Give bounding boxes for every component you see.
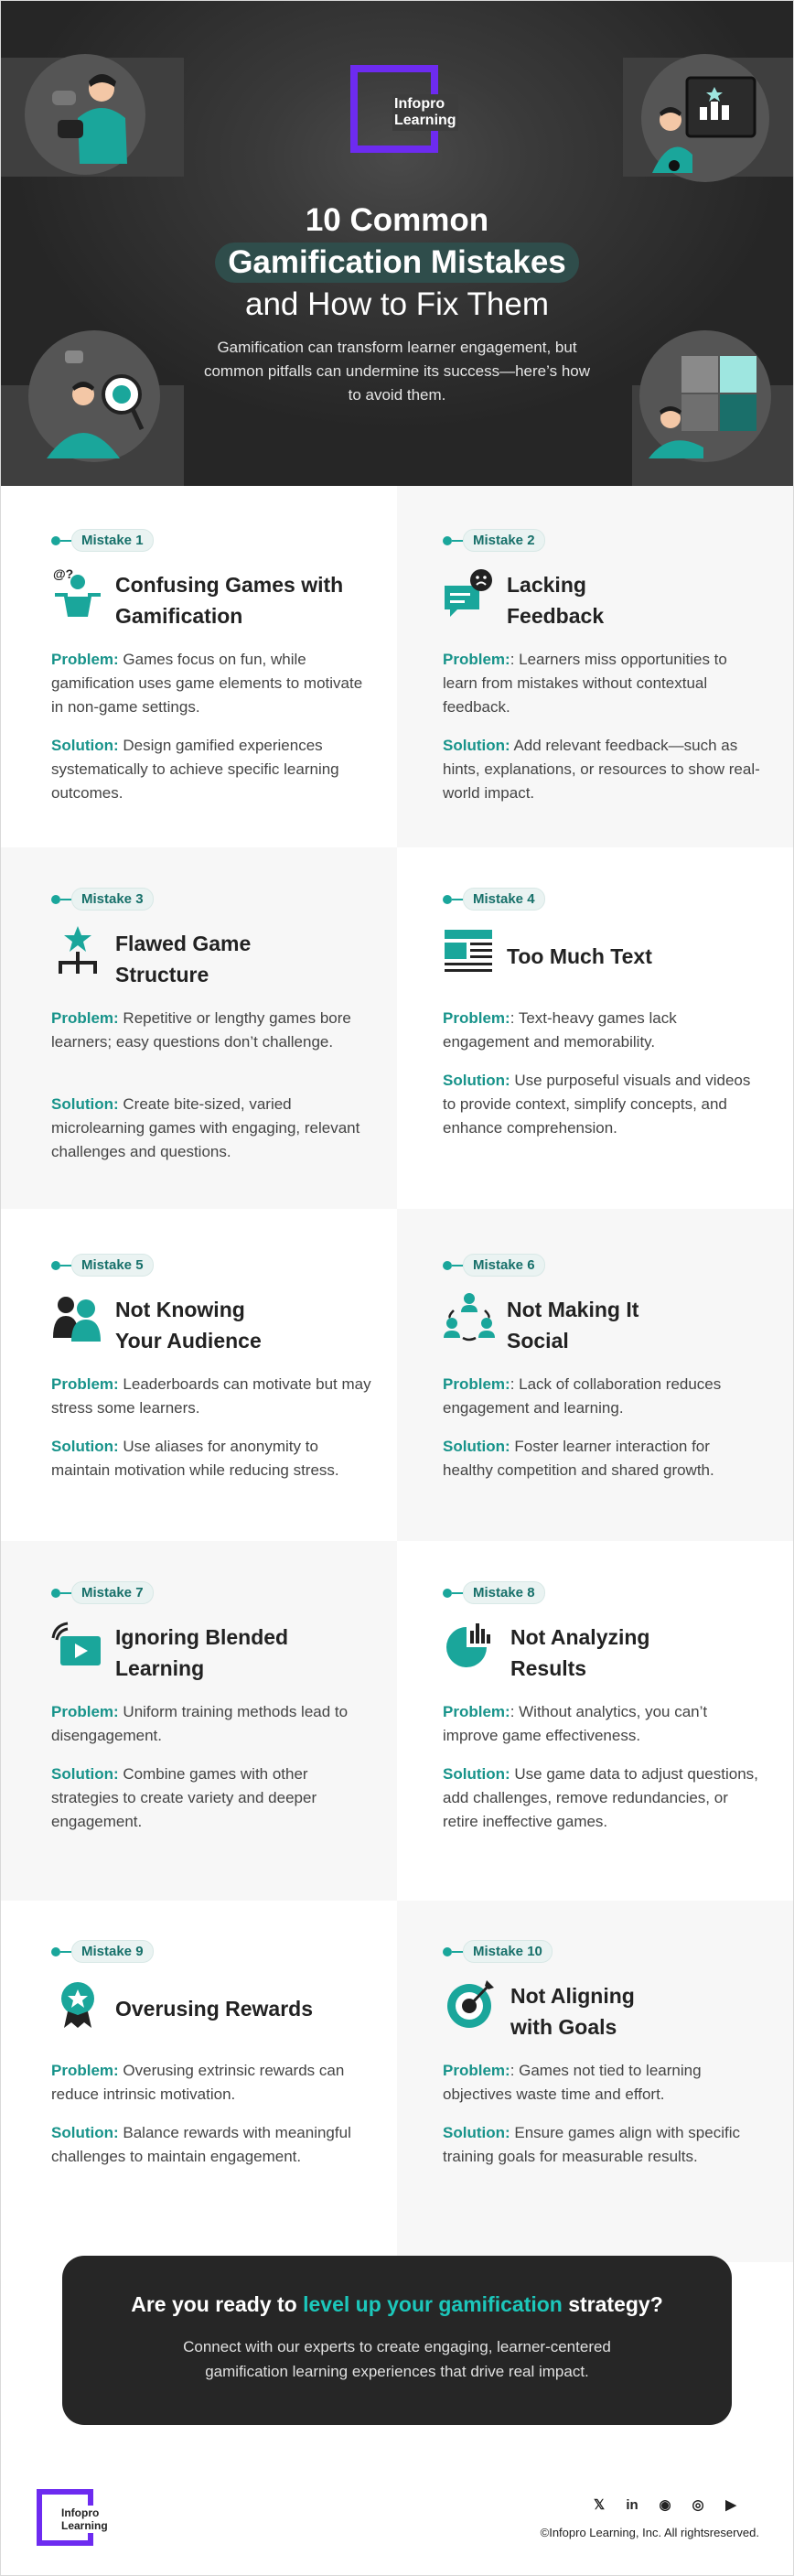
solution-text bbox=[443, 1435, 763, 1482]
problem-label: Problem: bbox=[51, 1375, 119, 1393]
solution-label: Solution: bbox=[443, 1438, 510, 1455]
mistake-title: Ignoring Blended Learning bbox=[115, 1625, 289, 1680]
problem-body: : Without analytics, you can’t improve game effectiveness. bbox=[443, 1703, 708, 1744]
cta-heading bbox=[62, 2292, 732, 2317]
instagram-icon[interactable]: ◎ bbox=[692, 2497, 704, 2513]
solution-body: Use game data to adjust questions, add challenges, remove redundancies, or retire ineffective games. bbox=[443, 1765, 758, 1830]
sad-feedback-icon bbox=[443, 566, 496, 619]
mistake-card-8 bbox=[443, 1581, 772, 1874]
solution-body: Design gamified experiences systematically to achieve specific learning outcomes. bbox=[51, 737, 339, 802]
solution-label: Solution: bbox=[443, 1765, 510, 1783]
mistake-tag-label: Mistake 7 bbox=[71, 1581, 154, 1604]
mistake-card-2 bbox=[443, 529, 772, 822]
hero-title-line3: and How to Fix Them bbox=[245, 286, 549, 322]
cta-heading-highlight: level up your gamification bbox=[303, 2292, 563, 2316]
brand-name-line1: Infopro bbox=[394, 96, 445, 112]
solution-label: Solution: bbox=[443, 737, 510, 754]
problem-label: Problem: bbox=[51, 651, 119, 668]
hero-banner bbox=[1, 1, 793, 486]
mistake-title: Not Knowing Your Audience bbox=[115, 1298, 262, 1353]
solution-body: Foster learner interaction for healthy competition and shared growth. bbox=[443, 1438, 714, 1479]
problem-body: Games focus on fun, while gamification uses game elements to motivate in non-game settings. bbox=[51, 651, 363, 716]
problem-body: Uniform training methods lead to disengagement. bbox=[51, 1703, 349, 1744]
problem-body: : Lack of collaboration reduces engagement and learning. bbox=[443, 1375, 722, 1417]
problem-text bbox=[51, 1700, 371, 1748]
solution-body: Use purposeful visuals and videos to provide context, simplify concepts, and enhance comprehension. bbox=[443, 1072, 751, 1137]
blended-learning-icon bbox=[51, 1618, 104, 1671]
problem-label: Problem: bbox=[443, 1375, 510, 1393]
mistake-card-7 bbox=[51, 1581, 381, 1874]
mistake-tag-label: Mistake 1 bbox=[71, 529, 154, 552]
footer-brand-line2: Learning bbox=[61, 2519, 108, 2532]
problem-body: : Text-heavy games lack engagement and memorability. bbox=[443, 1009, 677, 1051]
magnifier-illustration bbox=[28, 330, 160, 462]
problem-body: Repetitive or lengthy games bore learners; easy questions don’t challenge. bbox=[51, 1009, 351, 1051]
target-goal-icon bbox=[443, 1977, 496, 2030]
problem-body: Overusing extrinsic rewards can reduce intrinsic motivation. bbox=[51, 2062, 345, 2103]
problem-label: Problem: bbox=[51, 1703, 119, 1720]
text-document-icon bbox=[443, 924, 496, 977]
svg-text:@?: @? bbox=[53, 566, 74, 581]
audience-people-icon bbox=[51, 1290, 104, 1343]
hero-title-line2: Gamification Mistakes bbox=[215, 243, 579, 283]
mistake-tag bbox=[51, 888, 154, 911]
linkedin-icon[interactable]: in bbox=[626, 2497, 638, 2513]
solution-label: Solution: bbox=[51, 2124, 119, 2141]
mistake-tag-label: Mistake 9 bbox=[71, 1940, 154, 1963]
mistake-tag-label: Mistake 5 bbox=[71, 1254, 154, 1277]
solution-body: Use aliases for anonymity to maintain motivation while reducing stress. bbox=[51, 1438, 339, 1479]
mistake-card-4 bbox=[443, 888, 772, 1180]
youtube-icon[interactable]: ▶ bbox=[725, 2497, 736, 2513]
cta-text: Connect with our experts to create engaging, learner-centered gamification learning experiences that drive real impact. bbox=[183, 2338, 611, 2380]
cta-heading-post: strategy? bbox=[562, 2292, 663, 2316]
solution-text bbox=[51, 1762, 371, 1834]
mistake-title: Not Analyzing Results bbox=[510, 1625, 650, 1680]
reward-medal-icon bbox=[51, 1977, 104, 2030]
problem-label: Problem: bbox=[443, 2062, 510, 2079]
confused-person-icon bbox=[51, 566, 104, 619]
solution-label: Solution: bbox=[51, 1765, 119, 1783]
mistake-title: Confusing Games with Gamification bbox=[115, 573, 344, 628]
hero-title-line1: 10 Common bbox=[305, 202, 489, 238]
cta-heading-pre: Are you ready to bbox=[131, 2292, 304, 2316]
mistake-card-1 bbox=[51, 529, 381, 822]
brand-logo-text bbox=[392, 94, 458, 131]
mistake-tag-label: Mistake 3 bbox=[71, 888, 154, 911]
hero-subtitle: Gamification can transform learner engagement, but common pitfalls can undermine its success—here’s how to avoid them. bbox=[203, 339, 591, 404]
mistake-card-6 bbox=[443, 1254, 772, 1528]
copyright-text: ©Infopro Learning, Inc. All rightsreserved. bbox=[540, 2526, 759, 2539]
x-icon[interactable]: 𝕏 bbox=[593, 2497, 606, 2513]
problem-label: Problem: bbox=[443, 1703, 510, 1720]
cta-banner[interactable] bbox=[62, 2256, 732, 2425]
solution-text bbox=[51, 1093, 371, 1164]
solution-label: Solution: bbox=[51, 1095, 119, 1113]
mistake-tag bbox=[51, 1581, 154, 1604]
brand-name-line2: Learning bbox=[394, 113, 456, 128]
problem-text bbox=[443, 1007, 763, 1054]
analytics-chart-icon bbox=[443, 1618, 496, 1671]
solution-label: Solution: bbox=[443, 1072, 510, 1089]
mistake-tag-label: Mistake 6 bbox=[463, 1254, 545, 1277]
problem-label: Problem: bbox=[51, 1009, 119, 1027]
solution-label: Solution: bbox=[51, 737, 119, 754]
social-links bbox=[589, 2496, 741, 2515]
mistake-tag bbox=[443, 1940, 553, 1963]
mistake-title: Too Much Text bbox=[507, 944, 652, 968]
social-group-icon bbox=[443, 1290, 496, 1343]
mistake-title: Not Making It Social bbox=[507, 1298, 639, 1353]
podcast-icon[interactable]: ◉ bbox=[659, 2497, 671, 2513]
problem-body: Leaderboards can motivate but may stress some learners. bbox=[51, 1375, 371, 1417]
solution-text bbox=[51, 734, 371, 805]
solution-text bbox=[51, 2121, 371, 2169]
mistake-card-3 bbox=[51, 888, 381, 1180]
mistake-tag bbox=[443, 1581, 545, 1604]
solution-label: Solution: bbox=[443, 2124, 510, 2141]
mistake-tag bbox=[443, 1254, 545, 1277]
problem-text bbox=[443, 1700, 763, 1748]
mistake-title: Lacking Feedback bbox=[507, 573, 605, 628]
problem-text bbox=[51, 648, 371, 719]
mistake-tag bbox=[51, 529, 154, 552]
dashboard-illustration bbox=[641, 54, 769, 182]
solution-body: Create bite-sized, varied microlearning games with engaging, relevant challenges and questions. bbox=[51, 1095, 360, 1160]
mistake-tag-label: Mistake 10 bbox=[463, 1940, 553, 1963]
mistake-tag bbox=[51, 1940, 154, 1963]
problem-text bbox=[51, 1373, 371, 1420]
hierarchy-star-icon bbox=[51, 924, 104, 977]
mistake-title: Flawed Game Structure bbox=[115, 932, 252, 986]
puzzle-illustration bbox=[639, 330, 771, 462]
mistake-card-9 bbox=[51, 1940, 381, 2233]
solution-text bbox=[443, 2121, 763, 2169]
solution-body: Add relevant feedback—such as hints, explanations, or resources to show real-world impact. bbox=[443, 737, 760, 802]
mistake-tag-label: Mistake 2 bbox=[463, 529, 545, 552]
problem-text bbox=[443, 2059, 763, 2107]
mistake-tag bbox=[443, 888, 545, 911]
solution-text bbox=[443, 1069, 763, 1140]
problem-body: : Learners miss opportunities to learn from mistakes without contextual feedback. bbox=[443, 651, 727, 716]
problem-text bbox=[51, 2059, 371, 2107]
mistake-tag bbox=[443, 529, 545, 552]
solution-text bbox=[443, 1762, 763, 1834]
mistake-tag-label: Mistake 4 bbox=[463, 888, 545, 911]
mistake-title: Overusing Rewards bbox=[115, 1997, 314, 2021]
solution-text bbox=[443, 734, 763, 805]
hero-title bbox=[1, 200, 793, 325]
problem-text bbox=[443, 648, 763, 719]
footer-logo-text[interactable] bbox=[60, 2506, 109, 2533]
problem-text bbox=[51, 1007, 371, 1054]
problem-body: : Games not tied to learning objectives waste time and effort. bbox=[443, 2062, 702, 2103]
problem-label: Problem: bbox=[443, 651, 510, 668]
problem-text bbox=[443, 1373, 763, 1420]
solution-body: Combine games with other strategies to create variety and deeper engagement. bbox=[51, 1765, 317, 1830]
mistake-title: Not Aligning with Goals bbox=[510, 1984, 635, 2039]
problem-label: Problem: bbox=[51, 2062, 119, 2079]
solution-text bbox=[51, 1435, 381, 1482]
gamer-illustration bbox=[25, 54, 145, 175]
mistake-card-5 bbox=[51, 1254, 381, 1528]
problem-label: Problem: bbox=[443, 1009, 510, 1027]
footer-brand-line1: Infopro bbox=[61, 2506, 100, 2519]
solution-label: Solution: bbox=[51, 1438, 119, 1455]
solution-body: Balance rewards with meaningful challenges to maintain engagement. bbox=[51, 2124, 351, 2165]
mistake-tag bbox=[51, 1254, 154, 1277]
mistake-card-10 bbox=[443, 1940, 772, 2233]
solution-body: Ensure games align with specific training goals for measurable results. bbox=[443, 2124, 740, 2165]
mistake-tag-label: Mistake 8 bbox=[463, 1581, 545, 1604]
